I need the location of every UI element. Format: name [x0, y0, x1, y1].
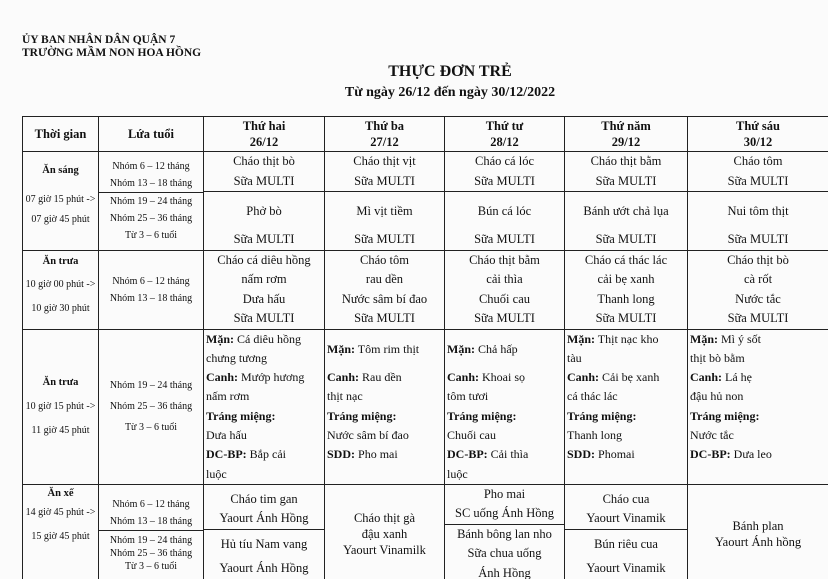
day-header-thu: Thứ năm 29/12: [565, 117, 688, 152]
date-range: Từ ngày 26/12 đến ngày 30/12/2022: [344, 85, 556, 100]
school-name: TRƯỜNG MẦM NON HOA HỒNG: [22, 47, 202, 59]
lunch-older-age-groups: Nhóm 19 – 24 tháng Nhóm 25 – 36 tháng Từ 3 – 6 tuổi: [99, 329, 204, 484]
lunch-older-fri: Mặn: Mì ý sốt thịt bò bằm Canh: Lá hẹ đậu hủ non Tráng miệng: Nước tắc DC-BP: Dưa leo: [688, 329, 828, 484]
lunch-older-row: [23, 329, 828, 484]
lunch-older-time: Ăn trưa 10 giờ 15 phút -> 11 giờ 45 phút: [23, 329, 99, 484]
header-row: [23, 117, 828, 152]
breakfast-fri: Cháo tôm Sữa MULTI Nui tôm thịt Sữa MULTI: [688, 152, 828, 251]
document-header: [22, 34, 201, 60]
lunch-older-wed: Mặn: Chả hấp Canh: Khoai sọ tôm tươi Tráng miệng: Chuối cau DC-BP: Cải thìa luộc: [445, 329, 565, 484]
page-title: THỰC ĐƠN TRẺ: [388, 63, 512, 80]
lunch-older-thu: Mặn: Thịt nạc kho tàu Canh: Cải bẹ xanh cá thác lác Tráng miệng: Thanh long SDD: Phomai: [565, 329, 688, 484]
breakfast-row: [23, 152, 828, 251]
day-header-fri: Thứ sáu 30/12: [688, 117, 828, 152]
time-column-header: Thời gian: [23, 117, 99, 152]
breakfast-thu: Cháo thịt bằm Sữa MULTI Bánh ướt chả lụa Sữa MULTI: [565, 152, 688, 251]
lunch-young-tue: Cháo tôm rau dền Nước sâm bí đao Sữa MULTI: [325, 250, 445, 329]
day-header-mon: Thứ hai 26/12: [204, 117, 325, 152]
weekly-menu-table: [22, 116, 828, 579]
breakfast-mon: Cháo thịt bò Sữa MULTI Phở bò Sữa MULTI: [204, 152, 325, 251]
authority-name: ỦY BAN NHÂN DÂN QUẬN 7: [22, 34, 176, 46]
snack-row: [23, 484, 828, 579]
snack-time: Ăn xế 14 giờ 45 phút -> 15 giờ 45 phút: [23, 484, 99, 579]
lunch-young-thu: Cháo cá thác lác cải bẹ xanh Thanh long Sữa MULTI: [565, 250, 688, 329]
lunch-young-fri: Cháo thịt bò cà rốt Nước tắc Sữa MULTI: [688, 250, 828, 329]
lunch-young-wed: Cháo thịt bằm cải thìa Chuối cau Sữa MULTI: [445, 250, 565, 329]
breakfast-age-groups: Nhóm 6 – 12 tháng Nhóm 13 – 18 tháng Nhóm 19 – 24 tháng Nhóm 25 – 36 tháng Từ 3 – 6 tuổi: [99, 152, 204, 251]
snack-tue: Cháo thịt gà đậu xanh Yaourt Vinamilk: [325, 484, 445, 579]
snack-wed: Pho mai SC uống Ánh Hồng Bánh bông lan nho Sữa chua uống Ánh Hồng: [445, 484, 565, 579]
lunch-young-age-groups: Nhóm 6 – 12 tháng Nhóm 13 – 18 tháng: [99, 250, 204, 329]
breakfast-wed: Cháo cá lóc Sữa MULTI Bún cá lóc Sữa MULTI: [445, 152, 565, 251]
lunch-young-row: [23, 250, 828, 329]
age-column-header: Lứa tuổi: [99, 117, 204, 152]
snack-mon: Cháo tim gan Yaourt Ánh Hồng Hủ tíu Nam vang Yaourt Ánh Hồng: [204, 484, 325, 579]
snack-age-groups: Nhóm 6 – 12 tháng Nhóm 13 – 18 tháng Nhóm 19 – 24 tháng Nhóm 25 – 36 tháng Từ 3 – 6 tuổi: [99, 484, 204, 579]
lunch-older-mon: Mặn: Cá diêu hồng chưng tương Canh: Mướp hương nấm rơm Tráng miệng: Dưa hấu DC-BP: Bắp cải luộc: [204, 329, 325, 484]
snack-thu: Cháo cua Yaourt Vinamik Bún riêu cua Yaourt Vinamik: [565, 484, 688, 579]
breakfast-tue: Cháo thịt vịt Sữa MULTI Mì vịt tiềm Sữa MULTI: [325, 152, 445, 251]
lunch-older-tue: Mặn: Tôm rim thịt Canh: Rau dền thịt nạc Tráng miệng: Nước sâm bí đao SDD: Pho mai: [325, 329, 445, 484]
breakfast-time: Ăn sáng 07 giờ 15 phút -> 07 giờ 45 phút: [23, 152, 99, 251]
snack-fri: Bánh plan Yaourt Ánh hồng: [688, 484, 828, 579]
lunch-young-time: Ăn trưa 10 giờ 00 phút -> 10 giờ 30 phút: [23, 250, 99, 329]
lunch-young-mon: Cháo cá diêu hồng nấm rơm Dưa hấu Sữa MULTI: [204, 250, 325, 329]
day-header-wed: Thứ tư 28/12: [445, 117, 565, 152]
day-header-tue: Thứ ba 27/12: [325, 117, 445, 152]
